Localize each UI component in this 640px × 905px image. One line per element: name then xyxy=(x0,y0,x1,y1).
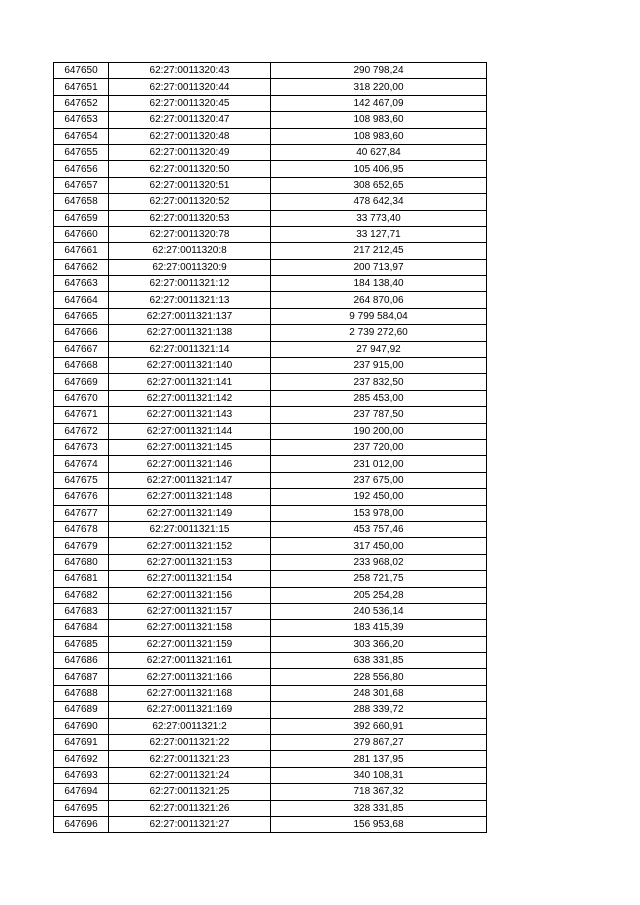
cadastral-number-cell: 62:27:0011320:47 xyxy=(109,112,271,128)
row-number-cell: 647651 xyxy=(54,79,109,95)
table-row xyxy=(54,521,487,537)
cadastral-number-cell: 62:27:0011321:13 xyxy=(109,292,271,308)
table-row xyxy=(54,341,487,357)
value-cell: 237 915,00 xyxy=(271,358,487,374)
table-row xyxy=(54,505,487,521)
cadastral-number-cell: 62:27:0011321:143 xyxy=(109,407,271,423)
value-cell: 142 467,09 xyxy=(271,95,487,111)
value-cell: 288 339,72 xyxy=(271,702,487,718)
row-number-cell: 647673 xyxy=(54,439,109,455)
cadastral-number-cell: 62:27:0011320:51 xyxy=(109,177,271,193)
value-cell: 248 301,68 xyxy=(271,685,487,701)
table-row xyxy=(54,685,487,701)
value-cell: 285 453,00 xyxy=(271,390,487,406)
table-row xyxy=(54,472,487,488)
value-cell: 237 720,00 xyxy=(271,439,487,455)
value-cell: 237 787,50 xyxy=(271,407,487,423)
value-cell: 258 721,75 xyxy=(271,571,487,587)
cadastral-number-cell: 62:27:0011321:141 xyxy=(109,374,271,390)
row-number-cell: 647674 xyxy=(54,456,109,472)
cadastral-number-cell: 62:27:0011321:24 xyxy=(109,767,271,783)
table-row xyxy=(54,653,487,669)
cadastral-number-cell: 62:27:0011321:168 xyxy=(109,685,271,701)
row-number-cell: 647683 xyxy=(54,603,109,619)
cadastral-number-cell: 62:27:0011321:25 xyxy=(109,784,271,800)
value-cell: 279 867,27 xyxy=(271,735,487,751)
cadastral-number-cell: 62:27:0011321:154 xyxy=(109,571,271,587)
table-row xyxy=(54,374,487,390)
table-row xyxy=(54,292,487,308)
value-cell: 27 947,92 xyxy=(271,341,487,357)
value-cell: 233 968,02 xyxy=(271,554,487,570)
table-row xyxy=(54,718,487,734)
value-cell: 303 366,20 xyxy=(271,636,487,652)
row-number-cell: 647687 xyxy=(54,669,109,685)
cadastral-number-cell: 62:27:0011321:146 xyxy=(109,456,271,472)
row-number-cell: 647689 xyxy=(54,702,109,718)
cadastral-value-table xyxy=(53,62,487,833)
value-cell: 281 137,95 xyxy=(271,751,487,767)
row-number-cell: 647696 xyxy=(54,816,109,832)
row-number-cell: 647663 xyxy=(54,276,109,292)
table-row xyxy=(54,226,487,242)
table-row xyxy=(54,112,487,128)
cadastral-number-cell: 62:27:0011321:159 xyxy=(109,636,271,652)
table-row xyxy=(54,194,487,210)
value-cell: 318 220,00 xyxy=(271,79,487,95)
value-cell: 108 983,60 xyxy=(271,112,487,128)
table-row xyxy=(54,63,487,79)
row-number-cell: 647670 xyxy=(54,390,109,406)
cadastral-number-cell: 62:27:0011321:148 xyxy=(109,489,271,505)
table-row xyxy=(54,751,487,767)
row-number-cell: 647681 xyxy=(54,571,109,587)
row-number-cell: 647668 xyxy=(54,358,109,374)
value-cell: 328 331,85 xyxy=(271,800,487,816)
value-cell: 453 757,46 xyxy=(271,521,487,537)
row-number-cell: 647675 xyxy=(54,472,109,488)
row-number-cell: 647684 xyxy=(54,620,109,636)
cadastral-number-cell: 62:27:0011321:138 xyxy=(109,325,271,341)
value-cell: 237 675,00 xyxy=(271,472,487,488)
cadastral-number-cell: 62:27:0011320:48 xyxy=(109,128,271,144)
cadastral-number-cell: 62:27:0011321:157 xyxy=(109,603,271,619)
table-row xyxy=(54,161,487,177)
row-number-cell: 647669 xyxy=(54,374,109,390)
cadastral-number-cell: 62:27:0011320:52 xyxy=(109,194,271,210)
value-cell: 264 870,06 xyxy=(271,292,487,308)
value-cell: 153 978,00 xyxy=(271,505,487,521)
table-row xyxy=(54,784,487,800)
value-cell: 217 212,45 xyxy=(271,243,487,259)
cadastral-number-cell: 62:27:0011321:15 xyxy=(109,521,271,537)
row-number-cell: 647682 xyxy=(54,587,109,603)
value-cell: 105 406,95 xyxy=(271,161,487,177)
cadastral-number-cell: 62:27:0011321:145 xyxy=(109,439,271,455)
row-number-cell: 647656 xyxy=(54,161,109,177)
cadastral-number-cell: 62:27:0011321:149 xyxy=(109,505,271,521)
cadastral-number-cell: 62:27:0011320:45 xyxy=(109,95,271,111)
table-row xyxy=(54,390,487,406)
row-number-cell: 647661 xyxy=(54,243,109,259)
value-cell: 33 127,71 xyxy=(271,226,487,242)
value-cell: 237 832,50 xyxy=(271,374,487,390)
value-cell: 231 012,00 xyxy=(271,456,487,472)
row-number-cell: 647693 xyxy=(54,767,109,783)
table-row xyxy=(54,79,487,95)
cadastral-number-cell: 62:27:0011321:27 xyxy=(109,816,271,832)
table-row xyxy=(54,603,487,619)
table-row xyxy=(54,620,487,636)
cadastral-number-cell: 62:27:0011321:23 xyxy=(109,751,271,767)
table-row xyxy=(54,587,487,603)
value-cell: 200 713,97 xyxy=(271,259,487,275)
row-number-cell: 647658 xyxy=(54,194,109,210)
cadastral-number-cell: 62:27:0011321:161 xyxy=(109,653,271,669)
cadastral-number-cell: 62:27:0011320:50 xyxy=(109,161,271,177)
cadastral-number-cell: 62:27:0011321:153 xyxy=(109,554,271,570)
value-cell: 192 450,00 xyxy=(271,489,487,505)
value-cell: 205 254,28 xyxy=(271,587,487,603)
cadastral-number-cell: 62:27:0011320:8 xyxy=(109,243,271,259)
cadastral-number-cell: 62:27:0011320:78 xyxy=(109,226,271,242)
value-cell: 184 138,40 xyxy=(271,276,487,292)
value-cell: 718 367,32 xyxy=(271,784,487,800)
value-cell: 9 799 584,04 xyxy=(271,308,487,324)
table-row xyxy=(54,456,487,472)
row-number-cell: 647694 xyxy=(54,784,109,800)
table-row xyxy=(54,407,487,423)
row-number-cell: 647655 xyxy=(54,144,109,160)
row-number-cell: 647672 xyxy=(54,423,109,439)
cadastral-number-cell: 62:27:0011321:22 xyxy=(109,735,271,751)
value-cell: 156 953,68 xyxy=(271,816,487,832)
row-number-cell: 647650 xyxy=(54,63,109,79)
row-number-cell: 647660 xyxy=(54,226,109,242)
value-cell: 638 331,85 xyxy=(271,653,487,669)
table-row xyxy=(54,636,487,652)
table-row xyxy=(54,276,487,292)
table-row xyxy=(54,439,487,455)
table-row xyxy=(54,325,487,341)
cadastral-number-cell: 62:27:0011321:158 xyxy=(109,620,271,636)
value-cell: 190 200,00 xyxy=(271,423,487,439)
table-row xyxy=(54,177,487,193)
cadastral-number-cell: 62:27:0011320:44 xyxy=(109,79,271,95)
value-cell: 478 642,34 xyxy=(271,194,487,210)
row-number-cell: 647685 xyxy=(54,636,109,652)
row-number-cell: 647659 xyxy=(54,210,109,226)
cadastral-number-cell: 62:27:0011321:156 xyxy=(109,587,271,603)
value-cell: 340 108,31 xyxy=(271,767,487,783)
value-cell: 33 773,40 xyxy=(271,210,487,226)
cadastral-number-cell: 62:27:0011321:137 xyxy=(109,308,271,324)
row-number-cell: 647692 xyxy=(54,751,109,767)
value-cell: 392 660,91 xyxy=(271,718,487,734)
cadastral-number-cell: 62:27:0011321:26 xyxy=(109,800,271,816)
row-number-cell: 647652 xyxy=(54,95,109,111)
row-number-cell: 647666 xyxy=(54,325,109,341)
row-number-cell: 647654 xyxy=(54,128,109,144)
table-row xyxy=(54,259,487,275)
table-body xyxy=(54,63,487,833)
table-row xyxy=(54,816,487,832)
row-number-cell: 647667 xyxy=(54,341,109,357)
row-number-cell: 647688 xyxy=(54,685,109,701)
table-row xyxy=(54,308,487,324)
cadastral-number-cell: 62:27:0011321:140 xyxy=(109,358,271,374)
cadastral-number-cell: 62:27:0011321:2 xyxy=(109,718,271,734)
cadastral-number-cell: 62:27:0011320:53 xyxy=(109,210,271,226)
value-cell: 308 652,65 xyxy=(271,177,487,193)
row-number-cell: 647665 xyxy=(54,308,109,324)
row-number-cell: 647678 xyxy=(54,521,109,537)
row-number-cell: 647657 xyxy=(54,177,109,193)
value-cell: 108 983,60 xyxy=(271,128,487,144)
row-number-cell: 647653 xyxy=(54,112,109,128)
row-number-cell: 647680 xyxy=(54,554,109,570)
value-cell: 40 627,84 xyxy=(271,144,487,160)
cadastral-number-cell: 62:27:0011321:166 xyxy=(109,669,271,685)
table-row xyxy=(54,669,487,685)
table-row xyxy=(54,489,487,505)
cadastral-number-cell: 62:27:0011321:14 xyxy=(109,341,271,357)
table-row xyxy=(54,702,487,718)
table-row xyxy=(54,538,487,554)
table-row xyxy=(54,554,487,570)
table-row xyxy=(54,210,487,226)
row-number-cell: 647677 xyxy=(54,505,109,521)
value-cell: 290 798,24 xyxy=(271,63,487,79)
table-row xyxy=(54,243,487,259)
table-row xyxy=(54,767,487,783)
cadastral-number-cell: 62:27:0011321:152 xyxy=(109,538,271,554)
table-row xyxy=(54,144,487,160)
row-number-cell: 647662 xyxy=(54,259,109,275)
table-row xyxy=(54,735,487,751)
row-number-cell: 647691 xyxy=(54,735,109,751)
table-row xyxy=(54,95,487,111)
value-cell: 2 739 272,60 xyxy=(271,325,487,341)
value-cell: 240 536,14 xyxy=(271,603,487,619)
row-number-cell: 647686 xyxy=(54,653,109,669)
value-cell: 228 556,80 xyxy=(271,669,487,685)
table-row xyxy=(54,800,487,816)
table-row xyxy=(54,423,487,439)
row-number-cell: 647695 xyxy=(54,800,109,816)
table-row xyxy=(54,571,487,587)
row-number-cell: 647679 xyxy=(54,538,109,554)
cadastral-number-cell: 62:27:0011321:144 xyxy=(109,423,271,439)
value-cell: 317 450,00 xyxy=(271,538,487,554)
row-number-cell: 647664 xyxy=(54,292,109,308)
cadastral-number-cell: 62:27:0011321:147 xyxy=(109,472,271,488)
cadastral-number-cell: 62:27:0011321:142 xyxy=(109,390,271,406)
cadastral-number-cell: 62:27:0011320:43 xyxy=(109,63,271,79)
value-cell: 183 415,39 xyxy=(271,620,487,636)
table-row xyxy=(54,128,487,144)
cadastral-number-cell: 62:27:0011320:9 xyxy=(109,259,271,275)
cadastral-number-cell: 62:27:0011321:12 xyxy=(109,276,271,292)
row-number-cell: 647671 xyxy=(54,407,109,423)
cadastral-number-cell: 62:27:0011321:169 xyxy=(109,702,271,718)
row-number-cell: 647690 xyxy=(54,718,109,734)
cadastral-number-cell: 62:27:0011320:49 xyxy=(109,144,271,160)
row-number-cell: 647676 xyxy=(54,489,109,505)
table-row xyxy=(54,358,487,374)
